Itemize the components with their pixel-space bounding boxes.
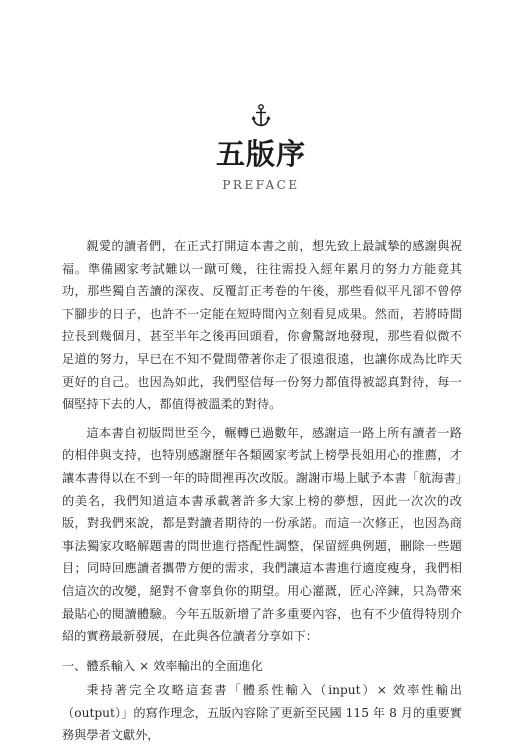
page-title: 五版序 xyxy=(215,137,306,171)
anchor-icon xyxy=(251,104,271,128)
section-heading: 一、體系輸入 × 效率輸出的全面進化 xyxy=(62,658,263,673)
preface-body xyxy=(62,235,462,747)
paragraph-1: 親愛的讀者們，在正式打開這本書之前，想先致上最誠摯的感謝與祝福。準備國家考試難以一蹴可幾，往往需投入經年累月的努力方能竟其功，那些獨自苦讀的深夜、反覆訂正考卷的午後，那些看似平凡卻不曾停下腳步的日子，也許不一定能在短時間內立刻看見成果。然而，若將時間拉長到幾個月，甚至半年之後再回頭看，你會驚訝地發現，那些看似微不足道的努力，早已在不知不覺間帶著你走了很遠很遠，也讓你成為比昨天更好的自己。也因為如此，我們堅信每一份努力都值得被認真對待，每一個堅持下去的人，都值得被溫柔的對待。 xyxy=(62,239,462,412)
page-subtitle: PREFACE xyxy=(222,178,300,192)
section-paragraph: 秉持著完全攻略這套書「體系性輸入（input）× 效率性輸出（output）」的寫作理念，五版內容除了更新至民國 115 年 8 月的重要實務與學者文獻外， xyxy=(62,683,462,743)
paragraph-2: 這本書自初版問世至今，輾轉已過數年，感謝這一路上所有讀者一路的相伴與支持，也特別感謝歷年各類國家考試上榜學長姐用心的推薦，才讓本書得以在不到一年的時間裡再次改版。謝謝市場上賦予本書「航海書」的美名，我們知道這本書承載著許多大家上榜的夢想，因此一次次的改版，對我們來說，都是對讀者期待的一份承諾。而這一次修正，也因為商事法獨家攻略解題書的問世進行搭配性調整，保留經典例題，刪除一些題目；同時回應讀者攜帶方便的需求，我們讓這本書進行適度瘦身，我們相信這次的改變，絕對不會辜負你的期望。用心灌溉，匠心淬鍊，只為帶來最貼心的閱讀體驗。今年五版新增了許多重要內容，也有不少值得特別介紹的實務最新發展，在此與各位讀者分享如下： xyxy=(62,425,462,644)
